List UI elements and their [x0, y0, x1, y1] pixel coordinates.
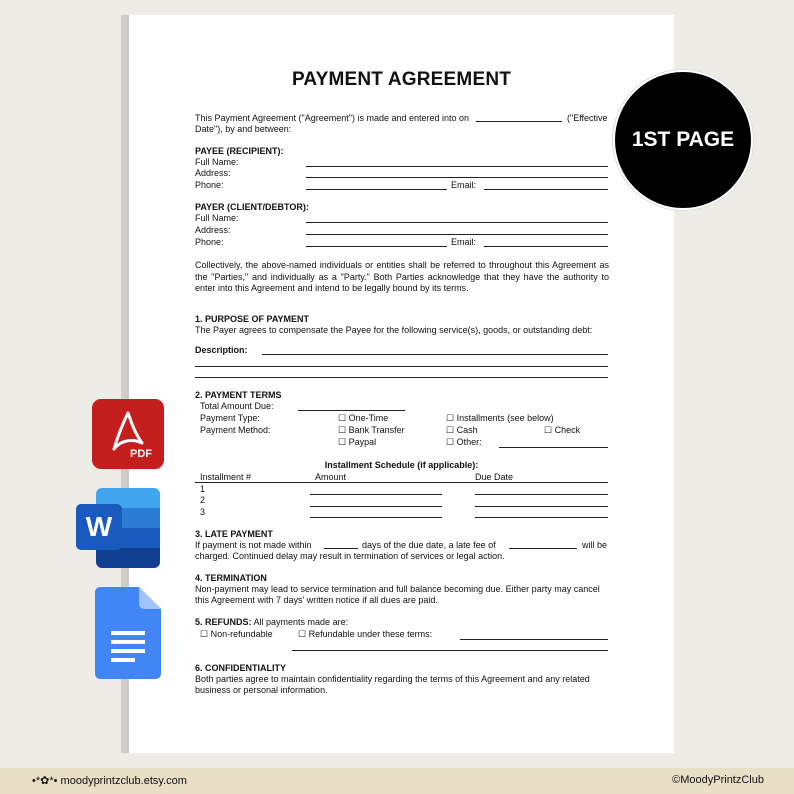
col-installment-header: Installment # — [200, 472, 252, 482]
footer-handle: ©MoodyPrintzClub — [672, 774, 764, 786]
installment-row-2-number: 2 — [200, 495, 206, 505]
confidentiality-line-2: business or personal information. — [195, 685, 328, 695]
intro-line-1: This Payment Agreement ("Agreement") is made and entered into on — [195, 113, 470, 123]
payer-address-line[interactable] — [306, 234, 608, 235]
pdf-label: PDF — [130, 448, 152, 460]
payer-full-name-label: Full Name: — [195, 213, 239, 223]
section-3-heading: 3. LATE PAYMENT — [195, 529, 273, 539]
footer-bar — [0, 768, 794, 794]
refunds-text: All payments made are: — [253, 617, 349, 627]
word-letter: W — [85, 511, 113, 542]
effective-date-blank[interactable] — [476, 121, 562, 122]
footer-shop-link[interactable] — [32, 774, 187, 787]
section-1-text: The Payer agrees to compensate the Payee for the following service(s), goods, or outstanding debt: — [195, 325, 593, 335]
installment-row-3-amount[interactable] — [310, 517, 442, 518]
payee-heading: PAYEE (RECIPIENT): — [195, 146, 284, 156]
payee-full-name-line[interactable] — [306, 166, 608, 167]
google-docs-icon — [95, 587, 161, 679]
refund-terms-line-2[interactable] — [292, 650, 608, 651]
payment-type-label: Payment Type: — [200, 413, 260, 423]
first-page-badge — [613, 70, 753, 210]
payee-address-line[interactable] — [306, 177, 608, 178]
refund-terms-line-1[interactable] — [460, 639, 608, 640]
payer-email-label: Email: — [451, 237, 477, 247]
termination-line-2: this Agreement with 7 days' written notice if all dues are paid. — [195, 595, 438, 605]
intro-line-2: Date"), by and between: — [195, 124, 292, 134]
payee-phone-label: Phone: — [195, 180, 224, 190]
check-checkbox[interactable]: ☐ Check — [544, 425, 581, 435]
total-amount-label: Total Amount Due: — [200, 401, 274, 411]
paypal-checkbox[interactable]: ☐ Paypal — [338, 437, 377, 447]
payer-email-line[interactable] — [484, 246, 608, 247]
description-line-3[interactable] — [195, 377, 608, 378]
description-line-2[interactable] — [195, 366, 608, 367]
late-days-blank[interactable] — [324, 548, 358, 549]
docs-page-icon — [95, 587, 161, 679]
col-due-date-header: Due Date — [475, 472, 514, 482]
payee-email-label: Email: — [451, 180, 477, 190]
schedule-header-rule — [195, 482, 608, 483]
document-page — [129, 15, 674, 753]
section-6-heading: 6. CONFIDENTIALITY — [195, 663, 287, 673]
refundable-checkbox[interactable]: ☐ Refundable under these terms: — [298, 629, 433, 639]
bank-transfer-checkbox[interactable]: ☐ Bank Transfer — [338, 425, 405, 435]
total-amount-line[interactable] — [298, 410, 405, 411]
badge-label: 1ST PAGE — [631, 128, 735, 151]
other-line[interactable] — [499, 447, 608, 448]
one-time-checkbox[interactable]: ☐ One-Time — [338, 413, 389, 423]
payer-phone-line[interactable] — [306, 246, 447, 247]
installment-schedule-title: Installment Schedule (if applicable): — [324, 460, 479, 470]
collective-paragraph: Collectively, the above-named individuals or entities shall be referred to throughout this Agreement as the "Parties," and individually as a "Party." Both Parties acknowledge that they have the authority to enter into this Agreement and intend to be legally bound by its terms. — [195, 260, 609, 293]
payee-full-name-label: Full Name: — [195, 157, 239, 167]
acrobat-glyph-icon — [92, 399, 164, 469]
late-payment-line-2: charged. Continued delay may result in termination of services or legal action. — [195, 551, 505, 561]
late-fee-blank[interactable] — [509, 548, 577, 549]
payment-method-label: Payment Method: — [200, 425, 271, 435]
cash-checkbox[interactable]: ☐ Cash — [446, 425, 478, 435]
payee-phone-line[interactable] — [306, 189, 447, 190]
other-checkbox[interactable]: ☐ Other: — [446, 437, 482, 447]
payer-address-label: Address: — [195, 225, 231, 235]
footer-decor: •*✿*• — [32, 775, 58, 787]
intro-line-1-end: ("Effective — [567, 113, 608, 123]
installments-checkbox[interactable]: ☐ Installments (see below) — [446, 413, 554, 423]
col-amount-header: Amount — [315, 472, 347, 482]
payee-address-label: Address: — [195, 168, 231, 178]
pdf-icon — [92, 399, 164, 469]
word-icon — [76, 488, 162, 570]
section-2-heading: 2. PAYMENT TERMS — [195, 390, 282, 400]
installment-row-1-amount[interactable] — [310, 494, 442, 495]
description-line-1[interactable] — [262, 354, 608, 355]
section-1-heading: 1. PURPOSE OF PAYMENT — [195, 314, 310, 324]
word-letter-tile — [76, 504, 122, 550]
installment-row-2-due[interactable] — [475, 506, 608, 507]
payer-phone-label: Phone: — [195, 237, 224, 247]
refunds-line — [195, 617, 348, 628]
word-stripe-4 — [96, 548, 160, 568]
payer-heading: PAYER (CLIENT/DEBTOR): — [195, 202, 309, 212]
description-label: Description: — [195, 345, 248, 355]
late-payment-text-c: will be — [582, 540, 608, 550]
payee-email-line[interactable] — [484, 189, 608, 190]
confidentiality-line-1: Both parties agree to maintain confidentiality regarding the terms of this Agreement and any related — [195, 674, 590, 684]
section-4-heading: 4. TERMINATION — [195, 573, 267, 583]
late-payment-text-b: days of the due date, a late fee of — [362, 540, 496, 550]
payer-full-name-line[interactable] — [306, 222, 608, 223]
footer-shop-url: moodyprintzclub.etsy.com — [60, 775, 187, 787]
installment-row-3-due[interactable] — [475, 517, 608, 518]
non-refundable-checkbox[interactable]: ☐ Non-refundable — [200, 629, 273, 639]
installment-row-2-amount[interactable] — [310, 506, 442, 507]
installment-row-3-number: 3 — [200, 507, 206, 517]
document-title: PAYMENT AGREEMENT — [291, 69, 512, 90]
termination-line-1: Non-payment may lead to service termination and full balance becoming due. Either party may cancel — [195, 584, 600, 594]
late-payment-text-a: If payment is not made within — [195, 540, 312, 550]
installment-row-1-number: 1 — [200, 484, 206, 494]
section-5-heading: 5. REFUNDS: — [195, 617, 252, 627]
installment-row-1-due[interactable] — [475, 494, 608, 495]
